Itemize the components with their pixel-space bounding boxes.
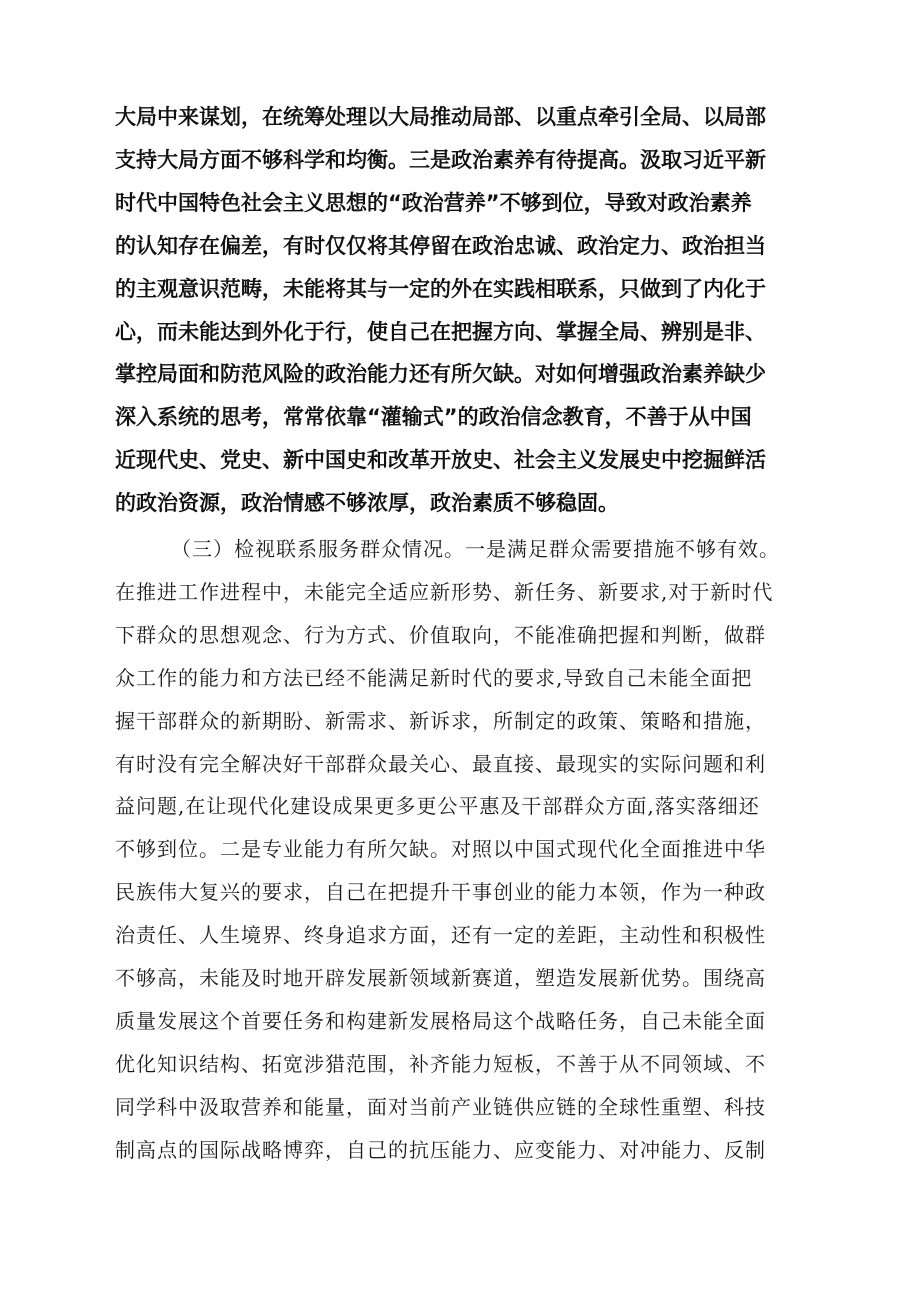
paragraph-line: 握干部群众的新期盼、新需求、新诉求，所制定的政策、策略和措施， bbox=[115, 708, 766, 733]
paragraph-line: 治责任、人生境界、终身追求方面，还有一定的差距，主动性和积极性 bbox=[115, 923, 766, 948]
paragraph-line: 大局中来谋划，在统筹处理以大局推动局部、以重点牵引全局、以局部 bbox=[115, 105, 766, 129]
paragraph-line: 心，而未能达到外化于行，使自己在把握方向、掌握全局、辨别是非、 bbox=[115, 319, 766, 344]
paragraph-line: 支持大局方面不够科学和均衡。三是政治素养有待提高。汲取习近平新 bbox=[115, 147, 766, 172]
paragraph-line: 同学科中汲取营养和能量，面对当前产业链供应链的全球性重塑、科技 bbox=[115, 1094, 766, 1119]
paragraph-line: 有时没有完全解决好干部群众最关心、最直接、最现实的实际问题和利 bbox=[115, 751, 766, 776]
paragraph-line: 质量发展这个首要任务和构建新发展格局这个战略任务，自己未能全面 bbox=[115, 1008, 766, 1033]
paragraph-line: 下群众的思想观念、行为方式、价值取向，不能准确把握和判断，做群 bbox=[115, 622, 766, 647]
paragraph-line: 的主观意识范畴，未能将其与一定的外在实践相联系，只做到了内化于 bbox=[115, 276, 766, 301]
paragraph-line: 在推进工作进程中，未能完全适应新形势、新任务、新要求,对于新时代 bbox=[115, 579, 774, 604]
paragraph-line: 不够高，未能及时地开辟发展新领域新赛道，塑造发展新优势。围绕高 bbox=[115, 966, 766, 991]
paragraph-line: 益问题,在让现代化建设成果更多更公平惠及干部群众方面,落实落细还 bbox=[115, 794, 760, 819]
paragraph-line: 制高点的国际战略博弈，自己的抗压能力、应变能力、对冲能力、反制 bbox=[115, 1137, 766, 1162]
paragraph-line: 深入系统的思考，常常依靠“灌输式”的政治信念教育，不善于从中国 bbox=[115, 405, 752, 430]
paragraph-serving-masses bbox=[115, 528, 835, 1172]
paragraph-line: 的政治资源，政治情感不够浓厚，政治素质不够稳固。 bbox=[115, 491, 619, 516]
paragraph-line: 众工作的能力和方法已经不能满足新时代的要求,导致自己未能全面把 bbox=[115, 665, 753, 690]
paragraph-line: 的认知存在偏差，有时仅仅将其停留在政治忠诚、政治定力、政治担当 bbox=[115, 233, 766, 258]
paragraph-line: 掌控局面和防范风险的政治能力还有所欠缺。对如何增强政治素养缺少 bbox=[115, 362, 766, 387]
paragraph-line: 民族伟大复兴的要求，自己在把提升干事创业的能力本领，作为一种政 bbox=[115, 880, 766, 905]
paragraph-line: 时代中国特色社会主义思想的“政治营养”不够到位，导致对政治素养 bbox=[115, 190, 752, 215]
paragraph-line: 不够到位。二是专业能力有所欠缺。对照以中国式现代化全面推进中华 bbox=[115, 837, 766, 862]
paragraph-line: 优化知识结构、拓宽涉猎范围，补齐能力短板，不善于从不同领域、不 bbox=[115, 1051, 766, 1076]
paragraph-line: 近现代史、党史、新中国史和改革开放史、社会主义发展史中挖掘鲜活 bbox=[115, 448, 766, 473]
section-heading-line: （三）检视联系服务群众情况。一是满足群众需要措施不够有效。 bbox=[171, 537, 780, 561]
paragraph-political-literacy bbox=[115, 96, 835, 525]
